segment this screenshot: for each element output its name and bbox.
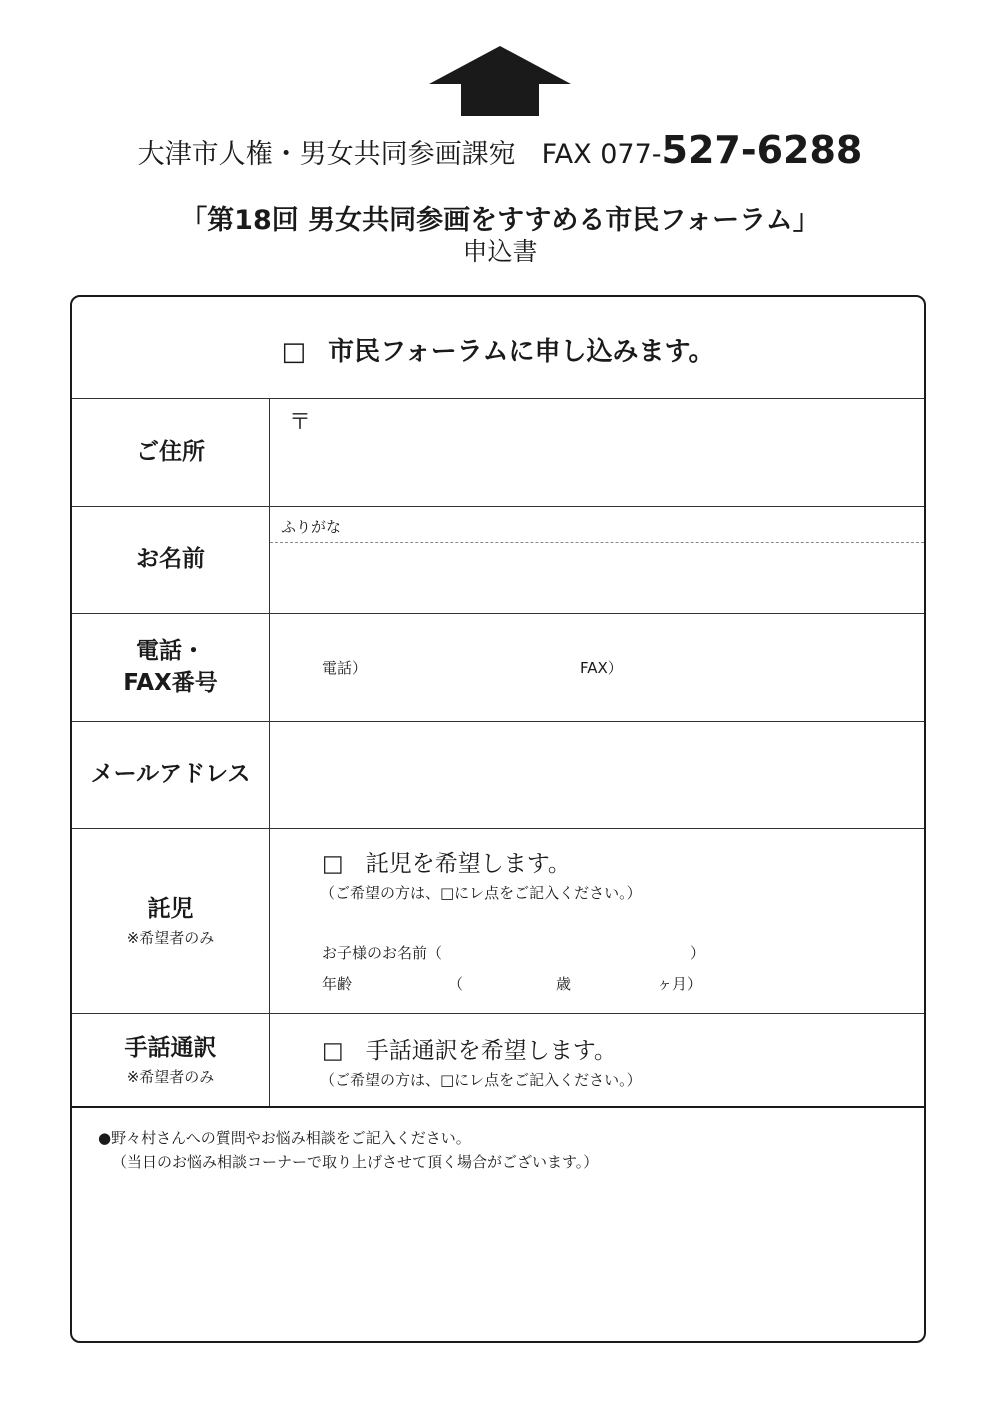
address-label: ご住所 — [136, 438, 205, 465]
furigana-label: ふりがな — [281, 518, 342, 536]
age-years: 歳 — [556, 975, 572, 993]
form-title: 「第18回 男女共同参画をすすめる市民フォーラム」 — [180, 205, 820, 236]
office-name: 大津市人権・男女共同参画課宛 — [137, 139, 516, 170]
fax-destination — [0, 128, 1000, 172]
apply-label: 市民フォーラムに申し込みます。 — [328, 337, 715, 367]
childcare-option — [322, 845, 571, 878]
email-field[interactable] — [270, 722, 926, 828]
email-label-cell — [72, 722, 269, 828]
childcare-option-label: 託児を希望します。 — [365, 851, 571, 877]
phone-label-line1: 電話・ — [136, 638, 205, 665]
tel-field-label: 電話） — [322, 659, 368, 677]
sign-checkbox[interactable]: □ — [322, 1038, 344, 1064]
postal-mark: 〒 — [289, 410, 312, 435]
childcare-instruction: （ご希望の方は、□にレ点をご記入ください。） — [320, 884, 642, 902]
childcare-note: ※希望者のみ — [126, 929, 215, 948]
questions-field[interactable] — [92, 1182, 904, 1332]
name-label: お名前 — [136, 546, 205, 573]
age-label: 年齢 — [322, 975, 353, 993]
phone-label-line2: FAX番号 — [123, 669, 218, 696]
sign-note: ※希望者のみ — [126, 1068, 215, 1087]
apply-row — [72, 331, 924, 368]
sign-option-label: 手話通訳を希望します。 — [365, 1038, 617, 1064]
sign-label-cell — [72, 1014, 269, 1106]
email-label: メールアドレス — [90, 761, 251, 788]
child-name-close: ） — [690, 944, 706, 962]
childcare-checkbox[interactable]: □ — [322, 851, 344, 877]
questions-note: （当日のお悩み相談コーナーで取り上げさせて頂く場合がございます。） — [112, 1153, 599, 1171]
phone-label-cell — [72, 614, 269, 721]
form-subtitle: 申込書 — [462, 237, 538, 266]
age-open: （ — [448, 975, 464, 993]
sign-label: 手話通訳 — [124, 1034, 217, 1061]
up-arrow-icon — [429, 46, 571, 116]
age-months: ヶ月） — [657, 975, 703, 993]
fax-prefix: FAX 077- — [541, 139, 662, 170]
fax-number: 527-6288 — [661, 128, 863, 172]
questions-heading: ●野々村さんへの質問やお悩み相談をご記入ください。 — [98, 1129, 471, 1147]
name-field[interactable] — [270, 543, 926, 613]
name-label-cell — [72, 507, 269, 613]
application-form — [70, 295, 926, 1343]
sign-option — [322, 1032, 617, 1065]
address-label-cell — [72, 399, 269, 506]
apply-checkbox[interactable]: □ — [281, 337, 307, 367]
fax-field-label: FAX） — [580, 659, 623, 677]
childcare-label-cell — [72, 829, 269, 1013]
child-name-label: お子様のお名前（ — [322, 944, 443, 962]
childcare-label: 託児 — [147, 895, 194, 922]
sign-instruction: （ご希望の方は、□にレ点をご記入ください。） — [320, 1071, 642, 1089]
divider — [72, 1106, 924, 1108]
address-field[interactable] — [270, 399, 926, 506]
